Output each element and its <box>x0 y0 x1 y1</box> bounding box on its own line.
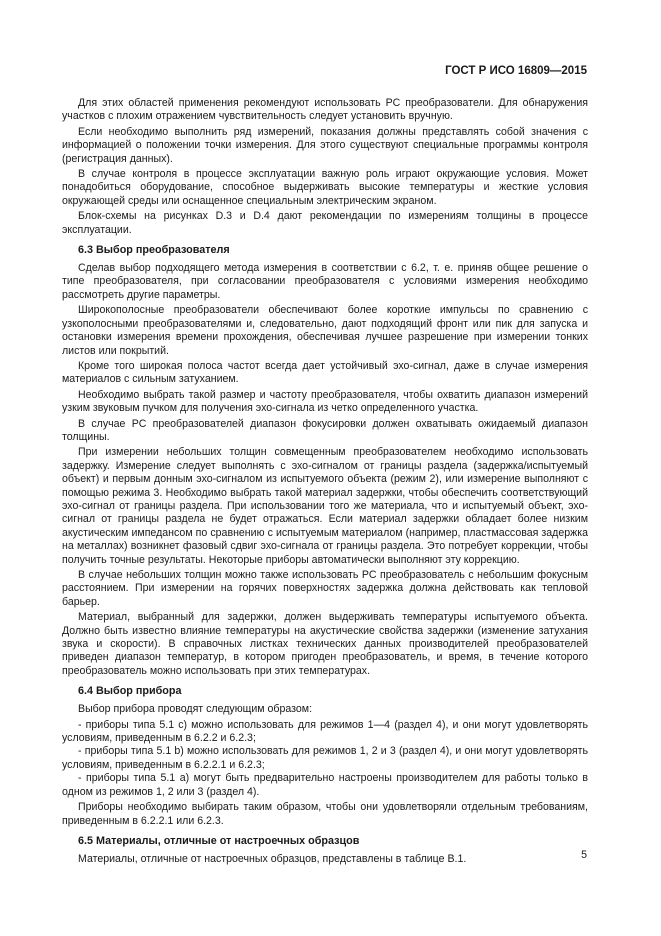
paragraph: Сделав выбор подходящего метода измерения в соответствии с 6.2, т. е. приняв общее решение о типе преобразователя, при согласовании преобразователя с условиями измерения необходимо рассмотреть другие параметры. <box>62 262 588 301</box>
section-heading-6-5: 6.5 Материалы, отличные от настроечных образцов <box>78 834 360 847</box>
paragraph: В случае РС преобразователей диапазон фокусировки должен охватывать ожидаемый диапазон толщины. <box>62 417 588 443</box>
paragraph: В случае контроля в процессе эксплуатации важную роль играют окружающие условия. Может понадобиться оборудование, способное выдерживать высокие температуры и жесткие условия окружающей среды или оснащенное специальным электрическим экраном. <box>62 168 588 207</box>
list-item: - приборы типа 5.1 с) можно использовать для режимов 1—4 (раздел 4), и они могут удовлетворять условиям, приведенным в 6.2.2 и 6.2.3; <box>62 718 588 745</box>
paragraph: Для этих областей применения рекомендуют использовать РС преобразователи. Для обнаружения участков с плохим отражением чувствительность следует установить вручную. <box>62 97 588 123</box>
paragraph: Необходимо выбрать такой размер и частоту преобразователя, чтобы охватить диапазон измерений узким звуковым пучком для получения эхо-сигнала из четко определенного участка. <box>62 388 588 415</box>
list-item: - приборы типа 5.1 а) могут быть предварительно настроены производителем для работы только в одном из режимов 1, 2 или 3 (раздел 4). <box>62 772 588 798</box>
page-number: 5 <box>581 849 587 861</box>
page-content <box>62 97 588 868</box>
paragraph: Приборы необходимо выбирать таким образом, чтобы они удовлетворяли отдельным требованиям, приведенным в 6.2.2.1 или 6.2.3. <box>62 801 588 827</box>
paragraph: Кроме того широкая полоса частот всегда дает устойчивый эхо-сигнал, даже в случае измерения материалов с сильным затуханием. <box>62 359 588 386</box>
paragraph: Широкополосные преобразователи обеспечивают более короткие импульсы по сравнению с узкополосными преобразователями и, следовательно, дают подходящий фронт или пик для запуска и остановки измерения времени прохождения, обеспечивая лучшее разрешение при измерении тонких листов или покрытий. <box>62 304 588 357</box>
section-heading-6-3: 6.3 Выбор преобразователя <box>78 244 230 257</box>
paragraph: При измерении небольших толщин совмещенным преобразователем необходимо использовать задержку. Измерение следует выполнять с эхо-сигналом от границы раздела (задержка/испытуемый объект) и первым донным эхо-сигналом из испытуемого объекта (режим 2), или измерение выполняют с помощью режима 3. Необходимо выбрать такой материал задержки, чтобы обеспечить соответствующий эхо-сигнал от границы раздела. При использовании того же материала, что и испытуемый объект, эхо-сигнал от границы раздела не будет отражаться. Если материал задержки обладает более низким акустическим импедансом по сравнению с испытуемым материалом (например, пластмассовая задержка на металлах) возникнет фазовый сдвиг эхо-сигнала от границы раздела. Это потребует коррекции, чтобы получить точные результаты. Некоторые приборы автоматически выполняют эту коррекцию. <box>62 446 588 566</box>
paragraph: Если необходимо выполнить ряд измерений, показания должны представлять собой значения с информацией о положении точки измерения. Для этого существуют специальные программы контроля (регистрация данных). <box>62 125 588 165</box>
paragraph: Блок-схемы на рисунках D.3 и D.4 дают рекомендации по измерениям толщины в процессе эксплуатации. <box>62 210 588 236</box>
list-item: - приборы типа 5.1 b) можно использовать для режимов 1, 2 и 3 (раздел 4), и они могут удовлетворять условиям, приведенным в 6.2.2.1 и 6.2.3; <box>62 745 588 771</box>
paragraph: В случае небольших толщин можно также использовать РС преобразователь с небольшим фокусным расстоянием. При измерении на горячих поверхностях задержка должна действовать как тепловой барьер. <box>62 569 588 608</box>
document-code: ГОСТ Р ИСО 16809—2015 <box>445 65 587 77</box>
paragraph: Выбор прибора проводят следующим образом: <box>78 703 313 716</box>
instrument-list <box>62 719 588 799</box>
section-heading-6-4: 6.4 Выбор прибора <box>78 685 182 698</box>
paragraph: Материалы, отличные от настроечных образцов, представлены в таблице В.1. <box>78 852 467 865</box>
paragraph: Материал, выбранный для задержки, должен выдерживать температуры испытуемого объекта. Должно быть известно влияние температуры на акустические свойства задержки (изменение затухания звука и скорости). В справочных листках технических данных производителей преобразователей приведен диапазон температур, в котором пригоден преобразователь, и время, в течение которого преобразователь можно использовать при этих температурах. <box>62 611 588 677</box>
